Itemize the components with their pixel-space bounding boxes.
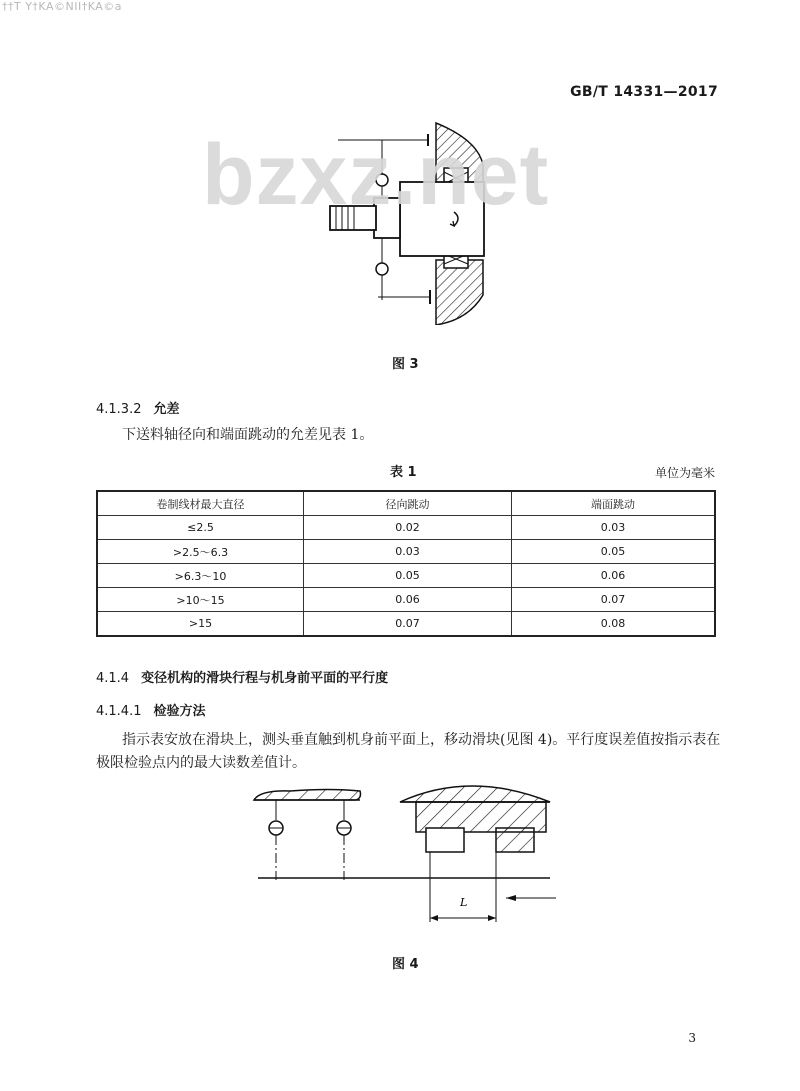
figure-4-caption: 图 4: [392, 957, 419, 972]
section-number: 4.1.4.1: [96, 704, 142, 719]
table-row: [97, 588, 715, 612]
tolerance-paragraph: 下送料轴径向和端面跳动的允差见表 1。: [122, 427, 374, 443]
table-1-unit: 单位为毫米: [655, 466, 716, 480]
section-4-1-4-heading: [96, 667, 388, 686]
table-1: [96, 490, 716, 637]
table-cell: 0.07: [304, 612, 512, 637]
top-margin-mark: ††T Y†KA©NII†KA©a: [2, 0, 122, 13]
method-paragraph-line1: 指示表安放在滑块上，测头垂直触到机身前平面上，移动滑块(见图 4)。平行度误差值按指示表在: [122, 732, 721, 748]
table-1-title: 表 1: [390, 465, 417, 480]
table-row: [97, 516, 715, 540]
table-row: [97, 540, 715, 564]
table-row: [97, 564, 715, 588]
dimension-label: L: [460, 896, 468, 909]
table-cell: ≤2.5: [97, 516, 304, 540]
table-cell: 0.05: [304, 564, 512, 588]
section-number: 4.1.3.2: [96, 402, 142, 417]
table-cell: 0.02: [304, 516, 512, 540]
table-cell: 0.06: [512, 564, 716, 588]
figure-3-caption: 图 3: [392, 357, 419, 372]
table-cell: >15: [97, 612, 304, 637]
section-title: 检验方法: [153, 704, 206, 719]
table-cell: 0.07: [512, 588, 716, 612]
section-title: 变径机构的滑块行程与机身前平面的平行度: [141, 671, 389, 686]
figure-4-drawing: [250, 780, 560, 930]
section-4-1-3-2-heading: [96, 398, 180, 417]
watermark: bzxz.net: [202, 127, 550, 223]
column-header: 径向跳动: [304, 491, 512, 516]
method-paragraph-line2: 极限检验点内的最大读数差值计。: [96, 755, 306, 771]
table-cell: 0.03: [512, 516, 716, 540]
page-number: 3: [688, 1031, 696, 1045]
table-cell: 0.05: [512, 540, 716, 564]
section-title: 允差: [153, 402, 180, 417]
table-cell: 0.03: [304, 540, 512, 564]
table-row: [97, 612, 715, 637]
section-4-1-4-1-heading: [96, 700, 206, 719]
table-cell: >2.5～6.3: [97, 540, 304, 564]
section-number: 4.1.4: [96, 671, 130, 686]
table-cell: 0.08: [512, 612, 716, 637]
standard-code: GB/T 14331—2017: [570, 84, 718, 100]
table-header-row: [97, 491, 715, 516]
column-header: 端面跳动: [512, 491, 716, 516]
table-cell: >6.3～10: [97, 564, 304, 588]
table-cell: 0.06: [304, 588, 512, 612]
column-header: 卷制线材最大直径: [97, 491, 304, 516]
table-cell: >10～15: [97, 588, 304, 612]
